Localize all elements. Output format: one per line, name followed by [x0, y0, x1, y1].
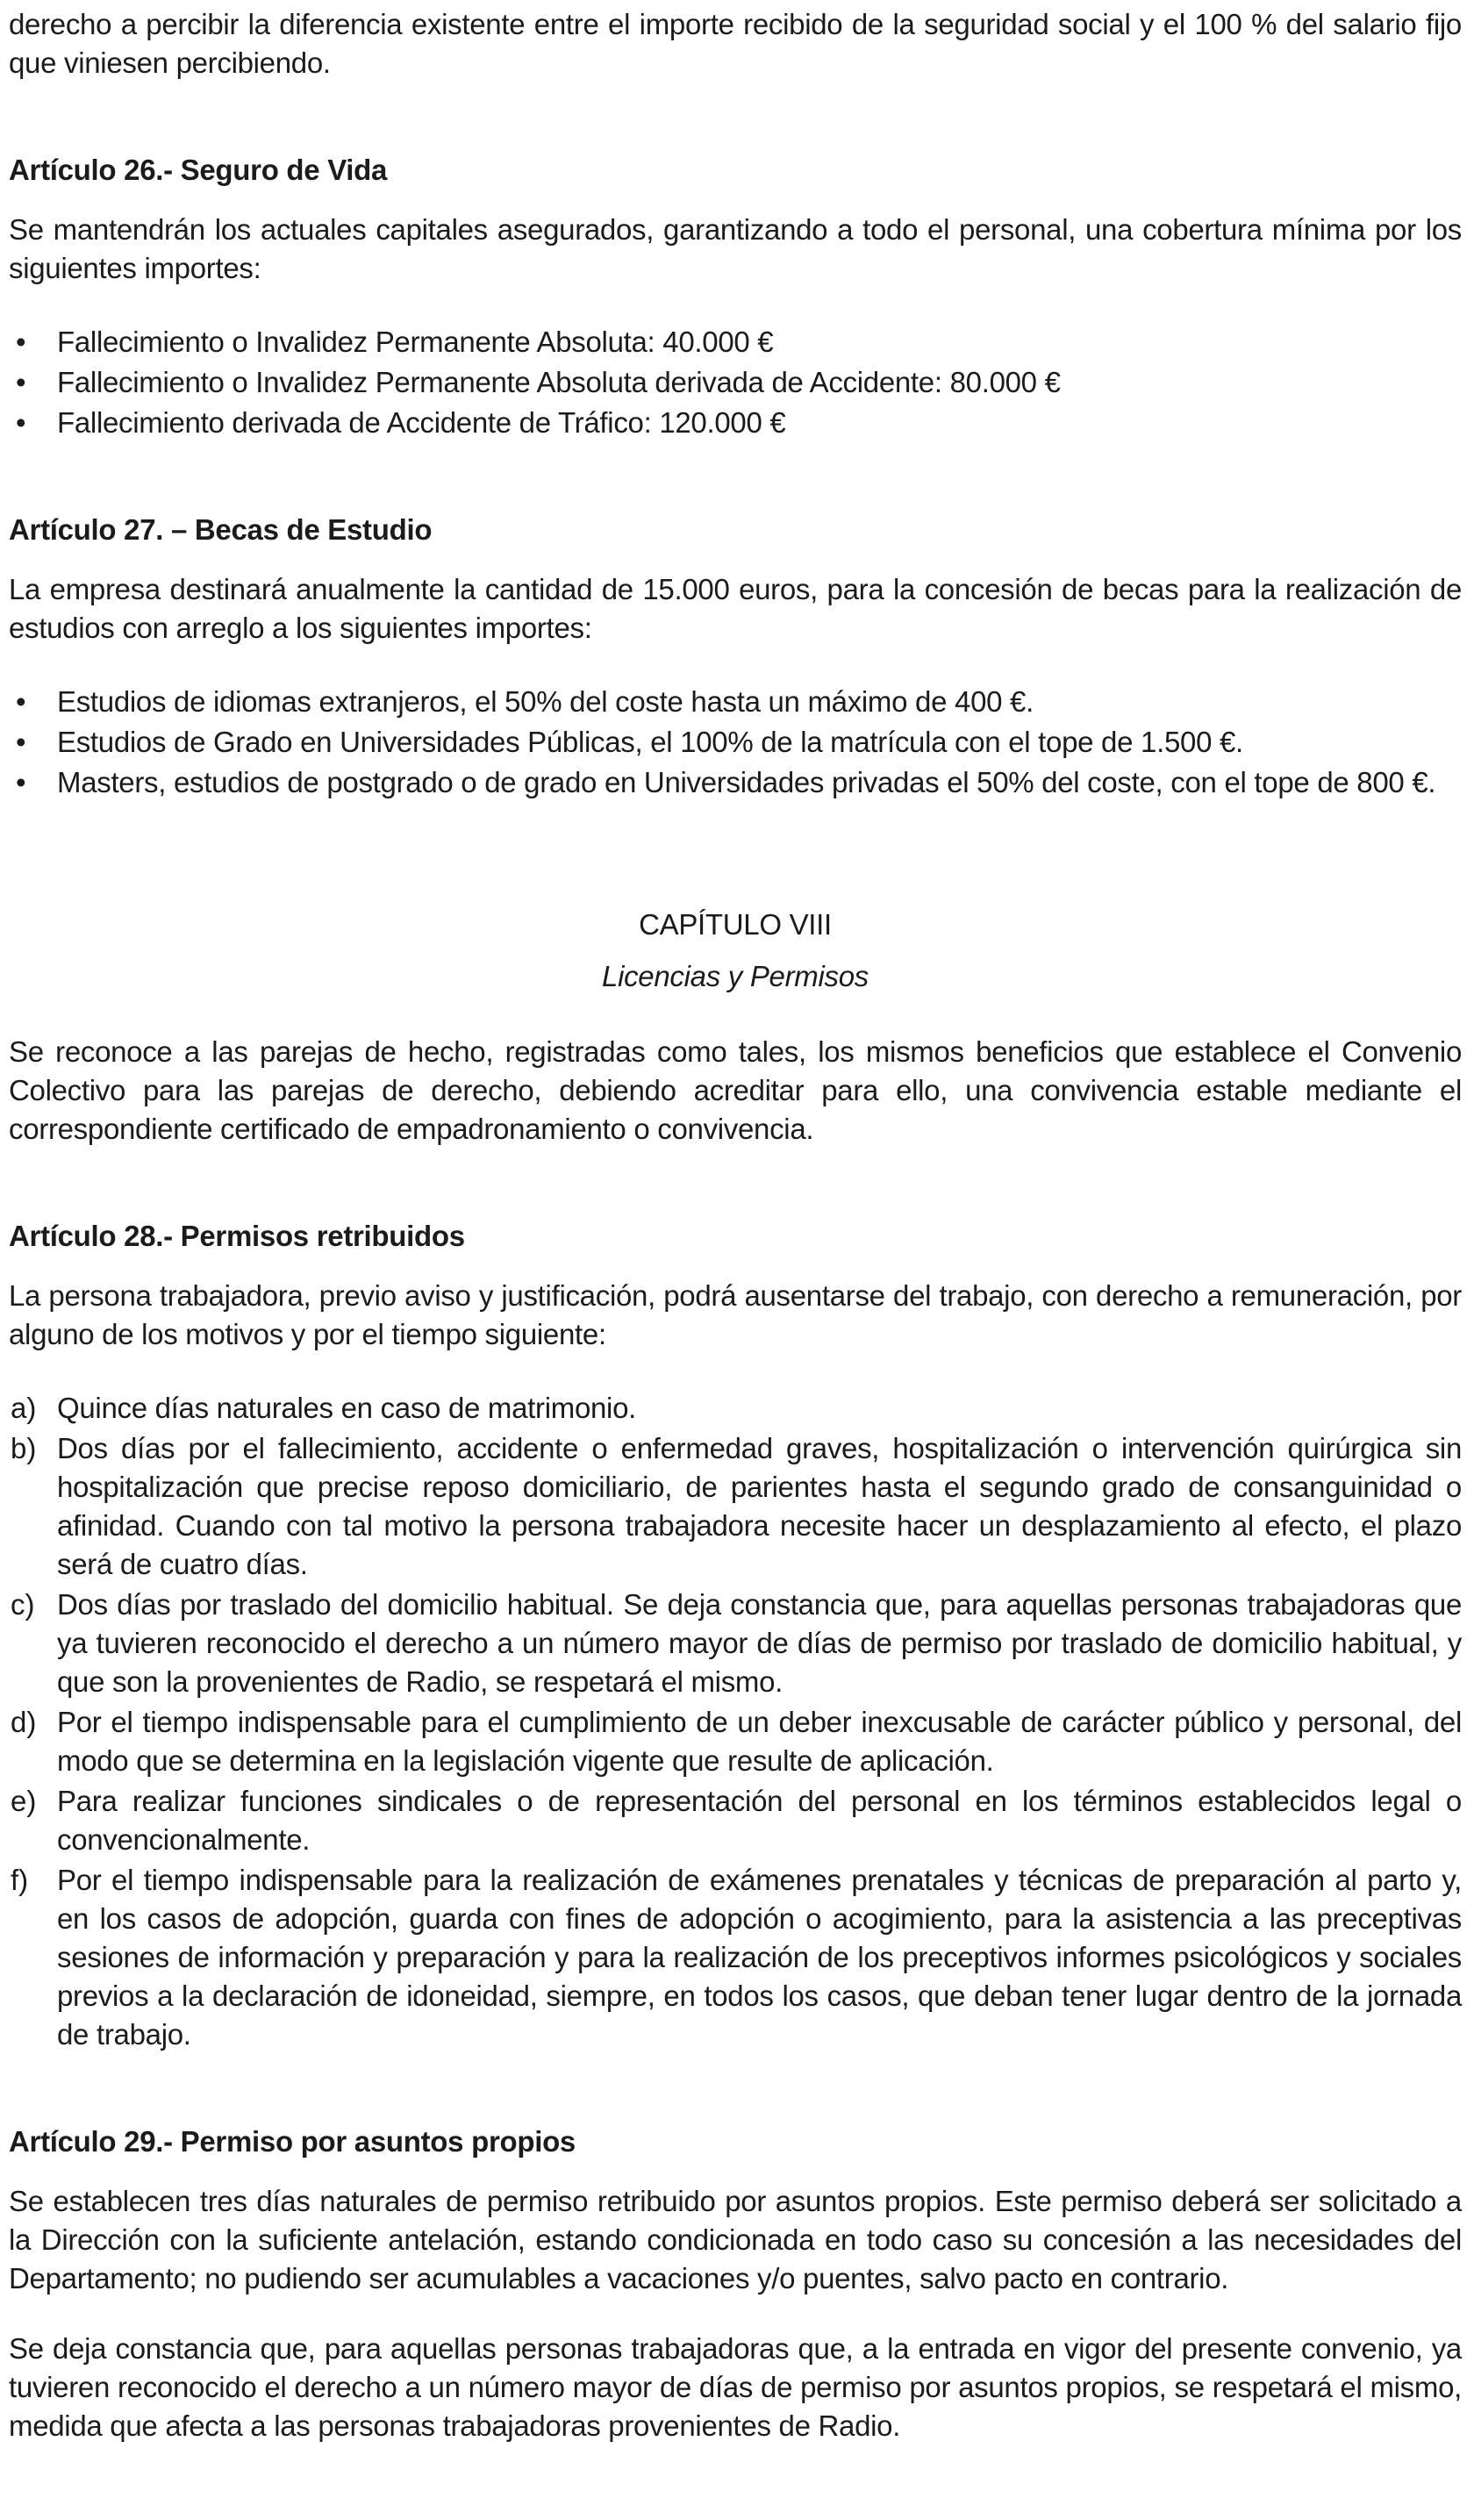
bullet-marker: • — [16, 326, 26, 358]
item-label: e) — [11, 1785, 37, 1817]
article-28-lettered-list — [9, 1389, 1462, 2054]
bullet-marker: • — [16, 406, 26, 439]
list-item-text: Por el tiempo indispensable para la realización de exámenes prenatales y técnicas de preparación al parto y, en los casos de adopción, guarda con fines de adopción o acogimiento, para la asistencia a las preceptivas sesiones de información y preparación y para la realización de los preceptivos informes psicológicos y sociales previos a la declaración de idoneidad, siempre, en todos los casos, que deban tener lugar dentro de la jornada de trabajo. — [57, 1864, 1462, 2051]
article-29-paragraph-1: Se establecen tres días naturales de permiso retribuido por asuntos propios. Este permiso deberá ser solicitado a la Dirección con la suficiente antelación, estando condicionada en todo caso su concesión a las necesidades del Departamento; no pudiendo ser acumulables a vacaciones y/o puentes, salvo pacto en contrario. — [9, 2185, 1462, 2294]
list-item-text: Fallecimiento derivada de Accidente de Tráfico: 120.000 € — [57, 406, 786, 439]
list-item-text: Estudios de Grado en Universidades Públicas, el 100% de la matrícula con el tope de 1.500 €. — [57, 726, 1243, 758]
list-item — [9, 1429, 1462, 1584]
list-item-text: Estudios de idiomas extranjeros, el 50% del coste hasta un máximo de 400 €. — [57, 685, 1034, 718]
list-item — [9, 683, 1462, 721]
item-label: f) — [11, 1864, 29, 1896]
article-28-intro: La persona trabajadora, previo aviso y justificación, podrá ausentarse del trabajo, con derecho a remuneración, por alguno de los motivos y por el tiempo siguiente: — [9, 1279, 1462, 1350]
item-label: c) — [11, 1588, 35, 1621]
article-28-heading: Artículo 28.- Permisos retribuidos — [9, 1220, 465, 1252]
article-26-heading: Artículo 26.- Seguro de Vida — [9, 154, 388, 186]
chapter-intro-paragraph: Se reconoce a las parejas de hecho, registradas como tales, los mismos beneficios que establece el Convenio Colectivo para las parejas de derecho, debiendo acreditar para ello, una convivencia estable mediante el correspondiente certificado de empadronamiento o convivencia. — [9, 1035, 1462, 1145]
list-item — [9, 363, 1462, 402]
list-item — [9, 404, 1462, 442]
list-item — [9, 1389, 1462, 1428]
list-item-text: Para realizar funciones sindicales o de representación del personal en los términos establecidos legal o convencionalmente. — [57, 1785, 1462, 1856]
bullet-marker: • — [16, 766, 26, 798]
list-item-text: Fallecimiento o Invalidez Permanente Absoluta derivada de Accidente: 80.000 € — [57, 366, 1061, 398]
article-29-heading: Artículo 29.- Permiso por asuntos propios — [9, 2125, 576, 2158]
bullet-marker: • — [16, 685, 26, 718]
bullet-marker: • — [16, 366, 26, 398]
article-26-bullet-list — [9, 323, 1462, 442]
list-item — [9, 763, 1462, 802]
list-item-text: Por el tiempo indispensable para el cumplimiento de un deber inexcusable de carácter público y personal, del modo que se determina en la legislación vigente que resulte de aplicación. — [57, 1706, 1462, 1777]
chapter-subtitle: Licencias y Permisos — [602, 960, 869, 992]
list-item — [9, 1703, 1462, 1780]
article-27-heading: Artículo 27. – Becas de Estudio — [9, 513, 433, 546]
article-27-intro: La empresa destinará anualmente la cantidad de 15.000 euros, para la concesión de becas para la realización de estudios con arreglo a los siguientes importes: — [9, 573, 1462, 644]
list-item-text: Dos días por traslado del domicilio habitual. Se deja constancia que, para aquellas personas trabajadoras que ya tuvieren reconocido el derecho a un número mayor de días de permiso por traslado de domicilio habitual, y que son la provenientes de Radio, se respetará el mismo. — [57, 1588, 1462, 1698]
list-item — [9, 323, 1462, 362]
list-item-text: Dos días por el fallecimiento, accidente o enfermedad graves, hospitalización o intervención quirúrgica sin hospitalización que precise reposo domiciliario, de parientes hasta el segundo grado de consanguinidad o afinidad. Cuando con tal motivo la persona trabajadora necesite hacer un desplazamiento al efecto, el plazo será de cuatro días. — [57, 1432, 1462, 1580]
article-27-bullet-list — [9, 683, 1462, 802]
list-item — [9, 1782, 1462, 1859]
list-item-text: Masters, estudios de postgrado o de grado en Universidades privadas el 50% del coste, con el tope de 800 €. — [57, 766, 1436, 798]
list-item-text: Quince días naturales en caso de matrimonio. — [57, 1392, 636, 1424]
item-label: d) — [11, 1706, 37, 1738]
bullet-marker: • — [16, 726, 26, 758]
item-label: a) — [11, 1392, 37, 1424]
list-item — [9, 1586, 1462, 1701]
article-29-paragraph-2: Se deja constancia que, para aquellas personas trabajadoras que, a la entrada en vigor del presente convenio, ya tuvieren reconocido el derecho a un número mayor de días de permiso por asuntos propios, se respetará el mismo, medida que afecta a las personas trabajadoras provenientes de Radio. — [9, 2332, 1462, 2442]
list-item — [9, 1861, 1462, 2054]
chapter-title: CAPÍTULO VIII — [639, 908, 832, 941]
article-26-intro: Se mantendrán los actuales capitales asegurados, garantizando a todo el personal, una cobertura mínima por los siguientes importes: — [9, 213, 1462, 284]
item-label: b) — [11, 1432, 37, 1464]
list-item-text: Fallecimiento o Invalidez Permanente Absoluta: 40.000 € — [57, 326, 774, 358]
continuation-paragraph: derecho a percibir la diferencia existente entre el importe recibido de la seguridad social y el 100 % del salario fijo que viniesen percibiendo. — [9, 8, 1462, 79]
list-item — [9, 723, 1462, 762]
